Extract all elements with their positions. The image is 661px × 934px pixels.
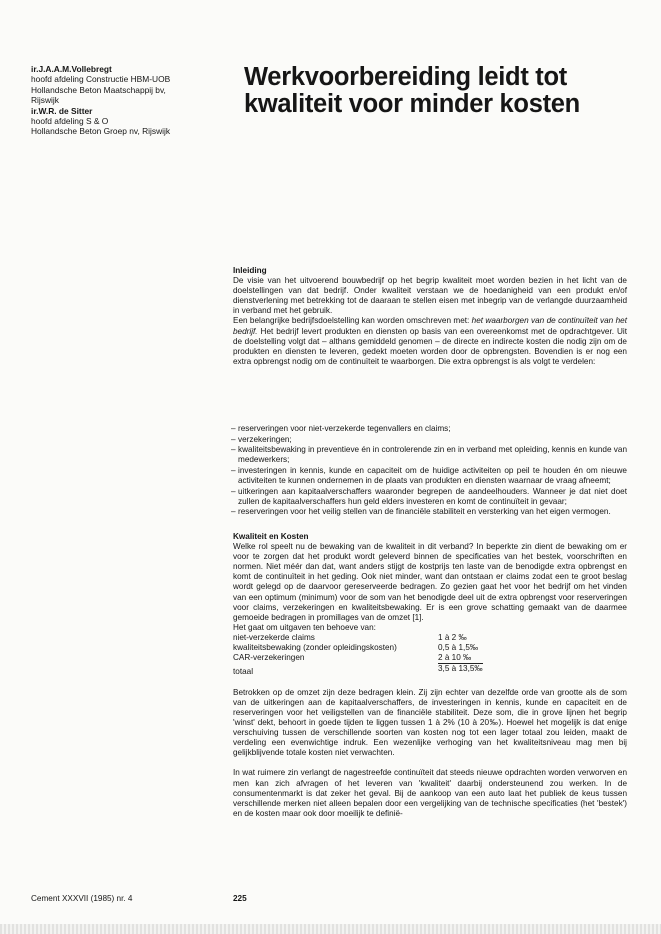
- list-item-text: verzekeringen;: [238, 434, 292, 444]
- scan-edge: [0, 924, 661, 934]
- table-row: [233, 643, 483, 653]
- list-item-text: kwaliteitsbewaking in preventieve én in controlerende zin en in verband met opleiding, kennis en kunde van medewerkers;: [238, 445, 627, 465]
- page-number: 225: [233, 894, 247, 903]
- table-cell-label: kwaliteitsbewaking (zonder opleidingskosten): [233, 643, 397, 653]
- list-item-text: reserveringen voor niet-verzekerde tegenvallers en claims;: [238, 424, 451, 433]
- table-cell-value: 0,5 à 1,5‰: [438, 643, 479, 653]
- section-heading: Inleiding: [233, 266, 267, 275]
- article-title: [244, 64, 580, 118]
- list-item: – uitkeringen aan kapitaalverschaffers waaronder begrepen de aandeelhouders. Wanneer je dat niet doet zullen de kapitaalverschaffers hun geld elders investeren en komt de continuïteit in gevaar;: [231, 486, 627, 506]
- article-title-line: kwaliteit voor minder kosten: [244, 90, 580, 118]
- paragraph: [233, 316, 627, 366]
- list-item: – verzekeringen;: [231, 434, 292, 444]
- paragraph-text: Het bedrijf levert produkten en diensten op basis van een overeenkomst met de opdrachtgever. Uit de doelstelling volgt dat – althans gemiddeld genomen – de directe en indirecte kosten die nodig zijn om de produkten en diensten te leveren, gedekt moeten worden door de opbrengsten. Bovendien is er nog een extra opbrengst nodig om de continuïteit te waarborgen. Die extra opbrengst is als volgt te verdelen:: [233, 326, 627, 366]
- table-total-label: totaal: [233, 666, 254, 676]
- bullet-list: [231, 424, 627, 518]
- list-item-text: investeringen in kennis, kunde en capaciteit om de huidige activiteiten op peil te houden én om nieuwe activiteiten te kunnen ondernemen in de plaats van produkten en diensten waarnaar de vraag afneemt;: [238, 465, 627, 485]
- paragraph-text: Een belangrijke bedrijfsdoelstelling kan worden omschreven met:: [233, 316, 472, 326]
- author-affiliation-line: Hollandsche Beton Maatschappij bv,: [31, 84, 166, 95]
- article-title-line: Werkvoorbereiding leidt tot: [244, 63, 567, 91]
- emphasis-text: het waarborgen van de continuïteit van het bedrijf.: [233, 316, 627, 336]
- cost-table: [233, 633, 483, 677]
- author-affiliation-line: hoofd afdeling S & O: [31, 116, 109, 127]
- list-item: – reserveringen voor het veilig stellen van de financiële stabiliteit en versterking van het eigen vermogen.: [231, 507, 611, 517]
- list-item: – reserveringen voor niet-verzekerde tegenvallers en claims;: [231, 424, 451, 433]
- list-item: – investeringen in kennis, kunde en capaciteit om de huidige activiteiten op peil te houden én om nieuwe activiteiten te kunnen ondernemen in de plaats van produkten en diensten waarnaar de vraag afneemt;: [231, 465, 627, 485]
- author-affiliation-line: Rijswijk: [31, 95, 59, 106]
- table-cell-label: niet-verzekerde claims: [233, 632, 315, 642]
- paragraph: In wat ruimere zin verlangt de nagestreefde continuïteit dat steeds nieuwe opdrachten worden verworven en men kan zich afvragen of het leveren van 'kwaliteit' daarbij ondersteunend zou werken. In de consumentenmarkt is dat zeker het geval. Bij de aankoop van een auto laat het publiek de keus tussen verschillende merken niet alleen bepalen door een vergelijking van de technische specificaties (het 'bestek') en de kosten maar ook door moeilijk te definië-: [233, 768, 627, 818]
- table-cell-label: CAR-verzekeringen: [233, 653, 305, 663]
- author-block: [31, 64, 236, 137]
- journal-reference: Cement XXXVII (1985) nr. 4: [31, 894, 133, 903]
- table-total-value: 3,5 à 13,5‰: [438, 664, 483, 677]
- list-item: – kwaliteitsbewaking in preventieve én in controlerende zin en in verband met opleiding, kennis en kunde van medewerkers;: [231, 445, 627, 465]
- paragraph: De visie van het uitvoerend bouwbedrijf op het begrip kwaliteit moet worden bezien in het licht van de doelstellingen van dat bedrijf. Onder kwaliteit verstaan we de hoedanigheid van een produkt en/of dienstverlening met betrekking tot de daaraan te stellen eisen met inbegrip van de verlangde duurzaamheid in verband met het gebruik.: [233, 276, 627, 316]
- table-intro: Het gaat om uitgaven ten behoeve van:: [233, 622, 376, 632]
- list-item-text: uitkeringen aan kapitaalverschaffers waaronder begrepen de aandeelhouders. Wanneer je dat niet doet zullen de kapitaalverschaffers hun geld elders investeren en komt de continuïteit in gevaar;: [238, 486, 627, 506]
- table-cell-value: 2 à 10 ‰: [438, 653, 472, 663]
- table-row-total: [233, 664, 483, 677]
- author-affiliation-line: hoofd afdeling Constructie HBM-UOB: [31, 74, 171, 85]
- author-name: ir.W.R. de Sitter: [31, 105, 93, 116]
- list-item-text: reserveringen voor het veilig stellen van de financiële stabiliteit en versterking van het eigen vermogen.: [238, 507, 611, 517]
- section-kwaliteit-en-kosten: [233, 532, 627, 819]
- author-affiliation-line: Hollandsche Beton Groep nv, Rijswijk: [31, 126, 171, 137]
- section-heading: Kwaliteit en Kosten: [233, 532, 309, 541]
- table-cell-value: 1 à 2 ‰: [438, 632, 467, 642]
- paragraph: Betrokken op de omzet zijn deze bedragen klein. Zij zijn echter van dezelfde orde van grootte als de som van de uitkeringen aan de kapitaalverschaffers, de investeringen in kennis, kunde en capaciteit en de reserveringen voor het veiligstellen van de financiële stabiliteit. Deze som, die in grove lijnen het begrip 'winst' dekt, behoort in goede tijden te liggen tussen 1 à 2% (10 à 20‰). Hoewel het mogelijk is dat enige verschuiving tussen de verschillende soorten van kosten nog tot een lager totaal zou leiden, maakt de verdeling een evenwichtige indruk. Een wezenlijke verhoging van het kwaliteitsniveau mag men bij gelijkblijvende totale kosten niet verwachten.: [233, 687, 627, 758]
- paragraph: Welke rol speelt nu de bewaking van de kwaliteit in dit verband? In beperkte zin dient de bewaking om er voor te zorgen dat het produkt wordt geleverd binnen de specificaties van het bestek, voorschriften en normen. Niet méér dan dat, want anders stijgt de kostprijs ten laste van de benodigde extra opbrengst en komt de continuïteit in het geding. Ook niet minder, want dan ontstaan er claims zodat een te groot beslag wordt gelegd op de daarvoor gereserveerde bedragen. Zo gezien gaat het voor het bedrijf om het vinden van een optimum (minimum) voor de som van het benodigde deel uit de extra opbrengst voor reserveringen voor claims, verzekeringen en kwaliteitsbewaking. Er is een grove schatting gemaakt van de daarmee gemoeide bedragen in promillages van de omzet [1].: [233, 542, 627, 622]
- table-row: [233, 653, 483, 664]
- table-row: [233, 633, 483, 643]
- author-name: ir.J.A.A.M.Vollebregt: [31, 64, 112, 74]
- section-inleiding: [233, 266, 627, 367]
